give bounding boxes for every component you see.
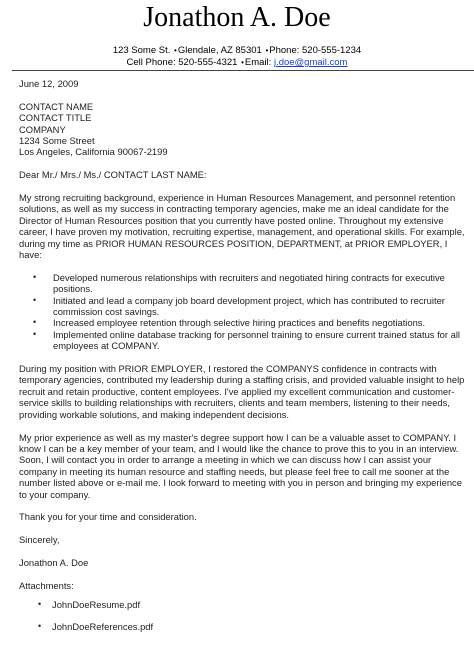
separator-dot: •	[241, 58, 244, 67]
phone: Phone: 520-555-1234	[269, 45, 362, 57]
letter-body	[19, 78, 467, 642]
bullet-icon: •	[33, 317, 37, 328]
list-item: • Initiated and lead a company job board development project, which has contributed to recruiter commission cost savings.	[33, 294, 445, 318]
city: Glendale, AZ 85301	[177, 45, 262, 57]
address: 123 Some St.	[112, 45, 171, 57]
list-item: • Developed numerous relationships with recruiters and negotiated hiring contracts for executive positions.	[33, 271, 445, 295]
list-item: • Increased employee retention through selective hiring practices and benefits negotiations.	[33, 317, 426, 329]
paragraph-closing: My prior experience as well as my master's degree support how I can be a valuable asset to COMPANY. I know I can be a key member of your team, and I would like the chance to prove this to you in an interview. Soon, I will contact you in order to arrange a meeting in which we can discuss how I can assist your company in meeting its human resource and staffing needs, but please feel free to call me sooner at the number listed above or e-mail me. I look forward to meeting with you in person and bringing my experience to your company.	[19, 431, 462, 500]
paragraph-intro: My strong recruiting background, experience in Human Resources Management, and personnel retention solutions, as well as my success in contracting temporary agencies, make me an ideal candidate for the Director of Human Resources position that you currently have posted online. Throughout my extensive career, I have proven my motivation, recruiting expertise, management, and operational skills. For example, during my time as PRIOR HUMAN RESOURCES POSITION, DEPARTMENT, at PRIOR EMPLOYER, I have:	[19, 192, 465, 261]
recipient-block	[19, 101, 467, 158]
header-divider	[12, 70, 474, 71]
bullet-icon: •	[38, 599, 42, 610]
attachments-label: Attachments:	[19, 579, 74, 591]
cell-phone: Cell Phone: 520-555-4321	[126, 57, 238, 69]
list-item: • Implemented online database tracking for personnel training to ensure current trained status for all employees at COMPANY.	[33, 328, 461, 352]
email-link[interactable]: j.doe@gmail.com	[273, 57, 348, 69]
highlights-list	[19, 272, 467, 352]
separator-dot: •	[265, 46, 269, 55]
bullet-icon: •	[33, 294, 37, 305]
attachment-item[interactable]: • JohnDoeResume.pdf	[38, 599, 141, 611]
attachment-item[interactable]: • JohnDoeReferences.pdf	[38, 620, 154, 632]
attachments-list	[19, 599, 467, 632]
separator-dot: •	[174, 46, 177, 55]
recipient-line: CONTACT TITLE	[19, 112, 92, 124]
thanks-line: Thank you for your time and consideration.	[19, 511, 197, 523]
recipient-line: 1234 Some Street	[19, 135, 95, 147]
signature-name: Jonathon A. Doe	[19, 556, 89, 568]
recipient-line: COMPANY	[19, 123, 66, 135]
contact-line-address	[0, 45, 474, 56]
bullet-icon: •	[38, 620, 42, 631]
paragraph-experience: During my position with PRIOR EMPLOYER, I restored the COMPANYS confidence in contracts with temporary agencies, contributed my leadership during a staffing crisis, and provided valuable insight to help recruit and retain productive, content employees. I've applied my excellent communication and customer-service skills to building relationships with recruiters, clients and team members, listening to their needs, providing workable solutions, and making independent decisions.	[19, 363, 465, 420]
email-label: Email:	[244, 57, 272, 69]
salutation: Dear Mr./ Mrs./ Ms./ CONTACT LAST NAME:	[19, 169, 207, 181]
sender-name: Jonathon A. Doe	[143, 2, 331, 33]
recipient-line: CONTACT NAME	[19, 100, 94, 112]
contact-line-cell	[0, 57, 474, 68]
bullet-icon: •	[33, 328, 37, 339]
recipient-line: Los Angeles, California 90067-2199	[19, 146, 168, 158]
letter-date: June 12, 2009	[19, 78, 79, 89]
closing: Sincerely,	[19, 534, 60, 546]
bullet-icon: •	[33, 271, 37, 282]
